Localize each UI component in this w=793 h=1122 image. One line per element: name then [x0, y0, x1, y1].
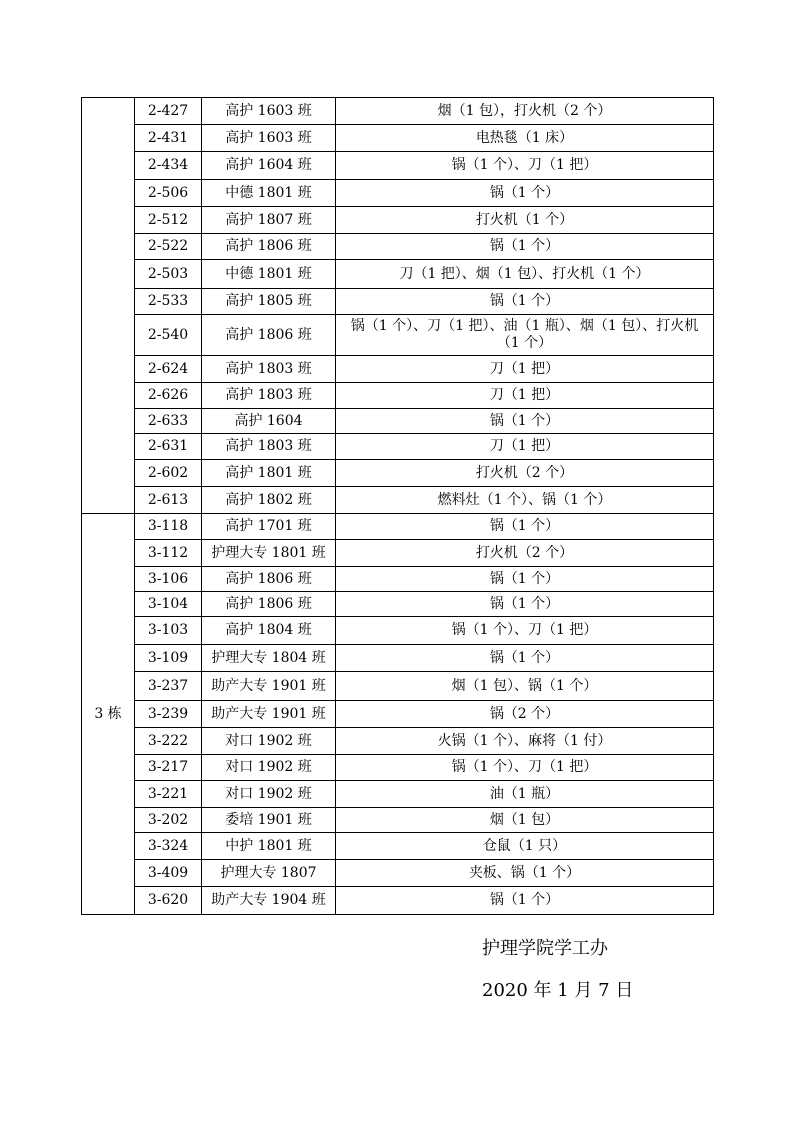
table-row	[82, 260, 714, 289]
items-cell: 打火机（2 个）	[336, 540, 714, 567]
class-cell: 高护 1803 班	[202, 434, 336, 460]
class-cell: 高护 1802 班	[202, 487, 336, 514]
class-cell: 对口 1902 班	[202, 781, 336, 808]
class-cell: 高护 1807 班	[202, 207, 336, 234]
table-row	[82, 617, 714, 645]
room-cell: 2-613	[135, 487, 202, 514]
items-cell: 锅（1 个）、刀（1 把）	[336, 152, 714, 180]
items-cell: 火锅（1 个）、麻将（1 付）	[336, 728, 714, 755]
room-cell: 3-202	[135, 808, 202, 833]
room-cell: 3-620	[135, 887, 202, 915]
class-cell: 对口 1902 班	[202, 755, 336, 781]
class-cell: 高护 1604 班	[202, 152, 336, 180]
room-cell: 2-624	[135, 356, 202, 383]
class-cell: 高护 1804 班	[202, 617, 336, 645]
room-cell: 3-112	[135, 540, 202, 567]
class-cell: 护理大专 1807	[202, 860, 336, 887]
room-cell: 3-104	[135, 592, 202, 617]
table-row	[82, 289, 714, 315]
class-cell: 助产大专 1904 班	[202, 887, 336, 915]
items-cell: 锅（1 个）	[336, 514, 714, 540]
table-row	[82, 808, 714, 833]
class-cell: 高护 1803 班	[202, 356, 336, 383]
items-cell: 锅（1 个）	[336, 180, 714, 207]
room-cell: 2-533	[135, 289, 202, 315]
room-cell: 2-512	[135, 207, 202, 234]
class-cell: 高护 1701 班	[202, 514, 336, 540]
room-cell: 3-221	[135, 781, 202, 808]
table-row	[82, 514, 714, 540]
table-row	[82, 125, 714, 152]
room-cell: 2-631	[135, 434, 202, 460]
class-cell: 高护 1805 班	[202, 289, 336, 315]
room-cell: 3-217	[135, 755, 202, 781]
items-cell: 锅（1 个）、刀（1 把）、油（1 瓶）、烟（1 包）、打火机（1 个）	[336, 315, 714, 356]
class-cell: 中德 1801 班	[202, 260, 336, 289]
items-cell: 刀（1 把）	[336, 434, 714, 460]
table-row	[82, 701, 714, 728]
signature-date: 2020 年 1 月 7 日	[482, 980, 634, 1001]
room-cell: 2-431	[135, 125, 202, 152]
table-row	[82, 645, 714, 672]
table-row	[82, 434, 714, 460]
room-cell: 2-434	[135, 152, 202, 180]
building-cell	[82, 98, 135, 514]
table-row	[82, 781, 714, 808]
class-cell: 高护 1806 班	[202, 567, 336, 592]
items-cell: 锅（1 个）、刀（1 把）	[336, 755, 714, 781]
class-cell: 高护 1803 班	[202, 383, 336, 409]
table-row	[82, 152, 714, 180]
room-cell: 3-239	[135, 701, 202, 728]
room-cell: 3-106	[135, 567, 202, 592]
items-cell: 打火机（2 个）	[336, 460, 714, 487]
room-cell: 2-506	[135, 180, 202, 207]
room-cell: 2-626	[135, 383, 202, 409]
items-cell: 锅（1 个）	[336, 289, 714, 315]
building-cell: 3 栋	[82, 514, 135, 915]
items-cell: 打火机（1 个）	[336, 207, 714, 234]
room-cell: 3-118	[135, 514, 202, 540]
room-cell: 3-103	[135, 617, 202, 645]
table-row	[82, 860, 714, 887]
room-cell: 2-427	[135, 98, 202, 125]
room-cell: 2-503	[135, 260, 202, 289]
class-cell: 高护 1806 班	[202, 234, 336, 260]
items-cell: 烟（1 包）、锅（1 个）	[336, 672, 714, 701]
class-cell: 高护 1603 班	[202, 98, 336, 125]
items-cell: 刀（1 把）	[336, 383, 714, 409]
items-cell: 电热毯（1 床）	[336, 125, 714, 152]
confiscated-items-table	[81, 97, 714, 915]
items-cell: 烟（1 包），打火机（2 个）	[336, 98, 714, 125]
items-cell: 夹板、锅（1 个）	[336, 860, 714, 887]
items-cell: 油（1 瓶）	[336, 781, 714, 808]
table-row	[82, 833, 714, 860]
items-cell: 锅（1 个）	[336, 887, 714, 915]
table-row	[82, 98, 714, 125]
table-row	[82, 487, 714, 514]
class-cell: 中德 1801 班	[202, 180, 336, 207]
class-cell: 委培 1901 班	[202, 808, 336, 833]
class-cell: 中护 1801 班	[202, 833, 336, 860]
room-cell: 3-237	[135, 672, 202, 701]
table-row	[82, 460, 714, 487]
items-cell: 锅（1 个）	[336, 645, 714, 672]
room-cell: 3-109	[135, 645, 202, 672]
items-cell: 烟（1 包）	[336, 808, 714, 833]
table-row	[82, 755, 714, 781]
class-cell: 对口 1902 班	[202, 728, 336, 755]
class-cell: 高护 1604	[202, 409, 336, 434]
class-cell: 高护 1806 班	[202, 315, 336, 356]
items-cell: 刀（1 把）	[336, 356, 714, 383]
room-cell: 2-522	[135, 234, 202, 260]
table-row	[82, 234, 714, 260]
signature-office: 护理学院学工办	[482, 938, 608, 959]
items-cell: 锅（1 个）、刀（1 把）	[336, 617, 714, 645]
room-cell: 2-540	[135, 315, 202, 356]
class-cell: 助产大专 1901 班	[202, 672, 336, 701]
table-row	[82, 567, 714, 592]
table-row	[82, 180, 714, 207]
class-cell: 高护 1806 班	[202, 592, 336, 617]
table-row	[82, 728, 714, 755]
class-cell: 助产大专 1901 班	[202, 701, 336, 728]
table-row	[82, 672, 714, 701]
items-cell: 锅（1 个）	[336, 592, 714, 617]
table-row	[82, 207, 714, 234]
class-cell: 护理大专 1801 班	[202, 540, 336, 567]
items-cell: 锅（1 个）	[336, 567, 714, 592]
table-row	[82, 409, 714, 434]
table-body	[82, 98, 714, 915]
table-row	[82, 356, 714, 383]
room-cell: 2-633	[135, 409, 202, 434]
room-cell: 3-409	[135, 860, 202, 887]
items-cell: 锅（1 个）	[336, 234, 714, 260]
class-cell: 高护 1801 班	[202, 460, 336, 487]
room-cell: 3-324	[135, 833, 202, 860]
items-cell: 锅（2 个）	[336, 701, 714, 728]
items-cell: 锅（1 个）	[336, 409, 714, 434]
class-cell: 高护 1603 班	[202, 125, 336, 152]
items-cell: 刀（1 把）、烟（1 包）、打火机（1 个）	[336, 260, 714, 289]
items-cell: 仓鼠（1 只）	[336, 833, 714, 860]
table-row	[82, 592, 714, 617]
room-cell: 2-602	[135, 460, 202, 487]
table-row	[82, 315, 714, 356]
table-row	[82, 887, 714, 915]
class-cell: 护理大专 1804 班	[202, 645, 336, 672]
items-cell: 燃料灶（1 个）、锅（1 个）	[336, 487, 714, 514]
table-row	[82, 540, 714, 567]
room-cell: 3-222	[135, 728, 202, 755]
table-row	[82, 383, 714, 409]
